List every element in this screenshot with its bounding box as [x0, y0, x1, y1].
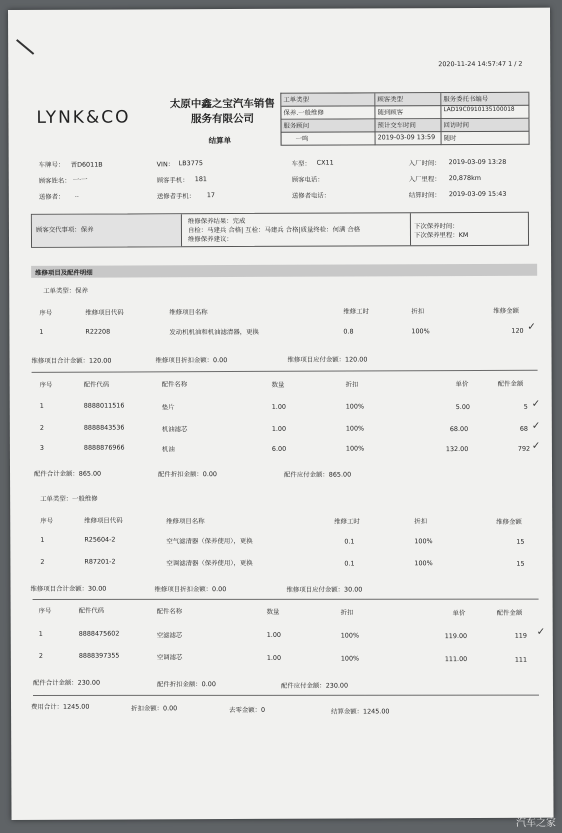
brand-logo: LYNK&CO	[36, 107, 131, 128]
table-row-cell: 8888876966	[83, 443, 125, 452]
table-row-cell: 机油	[161, 445, 175, 454]
labor-discount: 维修项目折扣金额：0.00	[154, 585, 227, 594]
col-part-name: 配件名称	[161, 380, 188, 389]
table-row-cell: 100%	[414, 559, 433, 568]
model-label: 车型：	[291, 159, 311, 168]
table-row-cell: 8888475602	[78, 629, 120, 638]
sender-phone-value: 17	[206, 191, 215, 200]
checkmark-icon: ✓	[531, 398, 541, 410]
table-row-cell: 6.00	[271, 444, 287, 453]
cell-service-no-label: 服务委托书编号	[441, 93, 529, 106]
table-row-cell: 100%	[345, 424, 365, 433]
checkmark-icon: ✓	[531, 440, 541, 452]
table-row-cell: 1.00	[266, 630, 281, 639]
watermark: 汽车之家	[516, 818, 556, 829]
customer-phone-value: 181	[194, 175, 207, 184]
job1-type: 工单类型：保养	[43, 286, 88, 295]
section-title: 维修项目及配件明细	[35, 268, 93, 277]
table-row-cell: 119	[514, 631, 527, 640]
table-row-cell: 3	[39, 443, 45, 452]
table-row-cell: 119.00	[444, 632, 468, 641]
col-unit-price: 单价	[452, 609, 466, 618]
col-qty: 数量	[271, 380, 285, 389]
col-hours: 维修工时	[334, 517, 360, 526]
customer-label: 顾客姓名：	[38, 176, 71, 185]
table-row-cell: 1	[39, 401, 44, 410]
checkmark-icon: ✓	[527, 321, 536, 333]
table-row-cell: 1	[40, 535, 45, 544]
labor-total: 维修项目合计金额：30.00	[30, 584, 107, 593]
table-row-cell: 0.1	[344, 559, 355, 568]
table-row-cell: 1.00	[271, 424, 287, 433]
table-row-cell: 8888397355	[78, 651, 120, 660]
intime-label: 入厂时间：	[408, 159, 441, 168]
col-part-name: 配件名称	[156, 607, 183, 616]
table-row-cell: 5.00	[455, 402, 470, 412]
checkmark-icon: ✓	[536, 626, 546, 638]
cell-customer-type: 随到顾客	[375, 106, 441, 119]
cell-delivery-label: 预计交车时间	[375, 119, 441, 132]
col-discount: 折扣	[414, 517, 428, 526]
table-row-cell: 111	[514, 655, 528, 664]
next-service-time: 下次保养时间：	[413, 222, 459, 231]
vin-value: LB3775	[178, 159, 203, 168]
table-row-cell: 100%	[345, 444, 365, 453]
customer-tel-label: 顾客电话：	[291, 175, 324, 184]
cell-callback-label: 回访时间	[441, 119, 529, 132]
sender-tel-label: 送修者电话：	[291, 191, 331, 200]
table-row-cell: 111.00	[444, 655, 468, 664]
table-row-cell: 空滤滤芯	[156, 631, 183, 640]
col-discount: 折扣	[411, 307, 425, 316]
mileage-value: 20,878km	[448, 173, 482, 183]
checkmark-icon: ✓	[531, 420, 541, 432]
table-row-cell: 空调滤芯	[156, 653, 183, 662]
table-row-cell: R25604-2	[84, 535, 116, 544]
table-row-cell: 2	[39, 423, 44, 432]
job2-type: 工单类型：一般维修	[40, 494, 98, 503]
section-band	[31, 264, 537, 278]
table-row-cell: 100%	[340, 631, 360, 640]
order-header-table	[280, 92, 529, 146]
cell-order-type: 保养.一般维修	[281, 106, 375, 119]
next-service-km: 下次保养里程：KM	[413, 230, 469, 240]
parts-discount: 配件折扣金额：0.00	[156, 680, 216, 689]
table-row-cell: 15	[516, 537, 525, 546]
table-row-cell: 68.00	[449, 424, 469, 434]
col-qty: 数量	[266, 607, 280, 616]
inspection: 自检：马建兵 合格| 互检：马建兵 合格|质量终检：何满 合格	[187, 225, 361, 235]
cell-advisor-label: 服务顾问	[281, 119, 375, 132]
table-row-cell: R22208	[85, 327, 111, 336]
col-item-name: 维修项目名称	[169, 308, 208, 317]
company-name-line1: 太原中鑫之宝汽车销售	[169, 97, 275, 111]
cell-customer-type-label: 顾客类型	[375, 93, 441, 106]
table-row-cell: 垫片	[161, 403, 175, 412]
table-row-cell: 2	[38, 651, 43, 660]
vin-label: VIN：	[156, 160, 175, 169]
table-row-cell: 100%	[414, 537, 433, 546]
sender-label: 送修者：	[38, 192, 65, 201]
table-row-cell: R87201-2	[84, 557, 116, 566]
table-row-cell: 1.00	[266, 653, 282, 662]
table-row-cell: 空气滤清器（保养使用），更换	[166, 536, 253, 546]
repair-result: 维修保养结果：完成	[187, 216, 246, 226]
table-row-cell: 1.00	[271, 402, 286, 411]
table-row-cell: 0.8	[343, 327, 354, 336]
col-item-code: 维修项目代码	[85, 308, 124, 317]
labor-payable: 维修项目应付金额：30.00	[286, 585, 363, 594]
table-row-cell: 0.1	[344, 537, 355, 546]
parts-discount: 配件折扣金额：0.00	[158, 470, 218, 479]
parts-payable: 配件应付金额：865.00	[284, 470, 352, 479]
cell-advisor: 一鸣	[282, 132, 376, 145]
discount-total: 折扣金额：0.00	[131, 704, 178, 713]
cell-callback-time: 随时	[442, 132, 530, 145]
table-row-cell: 1	[38, 629, 43, 638]
table-row-cell: 8888843536	[83, 423, 125, 432]
rounding-amount: 去零金额：0	[229, 705, 266, 715]
col-seq: 序号	[39, 308, 53, 317]
table-row-cell: 68	[519, 424, 528, 433]
notes-box	[31, 212, 529, 248]
fee-total: 费用合计：1245.00	[31, 702, 90, 711]
col-discount: 折扣	[340, 608, 354, 617]
settlement-document	[8, 8, 554, 820]
parts-payable: 配件应付金额：230.00	[280, 681, 349, 690]
table-row-cell: 发动机机油和机油滤清器，更换	[169, 327, 259, 337]
table-row-cell: 8888011516	[83, 401, 125, 410]
company-name-line2: 服务有限公司	[190, 112, 255, 126]
table-row-cell: 5	[523, 402, 528, 411]
print-info: 2020-11-24 14:57:47 1 / 2	[438, 59, 523, 69]
labor-payable: 维修项目应付金额：120.00	[287, 355, 368, 364]
labor-discount: 维修项目折扣金额：0.00	[155, 356, 228, 365]
table-row-cell: 792	[517, 444, 531, 453]
table-row-cell: 15	[516, 559, 525, 568]
parts-total: 配件合计金额：865.00	[34, 469, 102, 478]
col-discount: 折扣	[345, 380, 359, 389]
table-row-cell: 空调滤清器（保养使用），更换	[166, 558, 253, 568]
col-amount: 维修金额	[496, 517, 522, 526]
table-row-cell: 1	[39, 327, 44, 336]
cell-service-no: LAD19C0910135100018	[441, 106, 529, 119]
col-seq: 序号	[39, 380, 53, 389]
labor-total: 维修项目合计金额：120.00	[31, 356, 112, 365]
sender-value: ..	[74, 190, 79, 199]
parts-total: 配件合计金额：230.00	[32, 678, 101, 687]
table-row-cell: 100%	[411, 327, 430, 336]
table-row-cell: 132.00	[445, 444, 469, 454]
doc-title: 结算单	[208, 136, 232, 146]
company-name	[158, 97, 286, 128]
mileage-label: 入厂里程：	[408, 175, 441, 184]
cell-order-type-label: 工单类型	[281, 93, 375, 106]
col-seq: 序号	[40, 516, 54, 525]
table-row-cell: 100%	[345, 402, 365, 411]
col-hours: 维修工时	[343, 307, 369, 316]
plate-label: 车牌号：	[38, 160, 65, 169]
table-row-cell: 120	[511, 326, 524, 335]
col-item-code: 维修项目代码	[84, 516, 123, 525]
col-seq: 序号	[38, 606, 52, 615]
customer-value: 一·一	[72, 175, 88, 184]
model-value: CX11	[316, 158, 334, 167]
col-part-amount: 配件金额	[497, 379, 524, 388]
table-row-cell: 100%	[340, 654, 360, 663]
pen-mark	[16, 39, 34, 55]
plate-value: 晋D6011B	[70, 160, 103, 169]
table-row-cell: 2	[40, 557, 45, 566]
settlement-amount: 结算金额：1245.00	[331, 707, 390, 716]
col-part-code: 配件代码	[78, 606, 105, 615]
settle-time-value: 2019-03-09 15:43	[448, 189, 507, 199]
col-part-amount: 配件金额	[496, 608, 523, 617]
intime-value: 2019-03-09 13:28	[448, 157, 507, 167]
sender-phone-label: 送修者手机：	[156, 192, 196, 201]
repair-advice: 维修保养建议：	[187, 235, 233, 244]
col-item-name: 维修项目名称	[166, 517, 205, 526]
col-part-code: 配件代码	[83, 380, 110, 389]
col-unit-price: 单价	[455, 379, 469, 389]
settle-time-label: 结算时间：	[408, 191, 441, 200]
col-amount: 维修金额	[493, 306, 519, 315]
cell-delivery-time: 2019-03-09 13:59	[376, 132, 442, 145]
customer-items: 顾客交代事项：保养	[32, 214, 182, 247]
customer-phone-label: 顾客手机：	[156, 176, 189, 185]
table-row-cell: 机油滤芯	[161, 425, 188, 434]
